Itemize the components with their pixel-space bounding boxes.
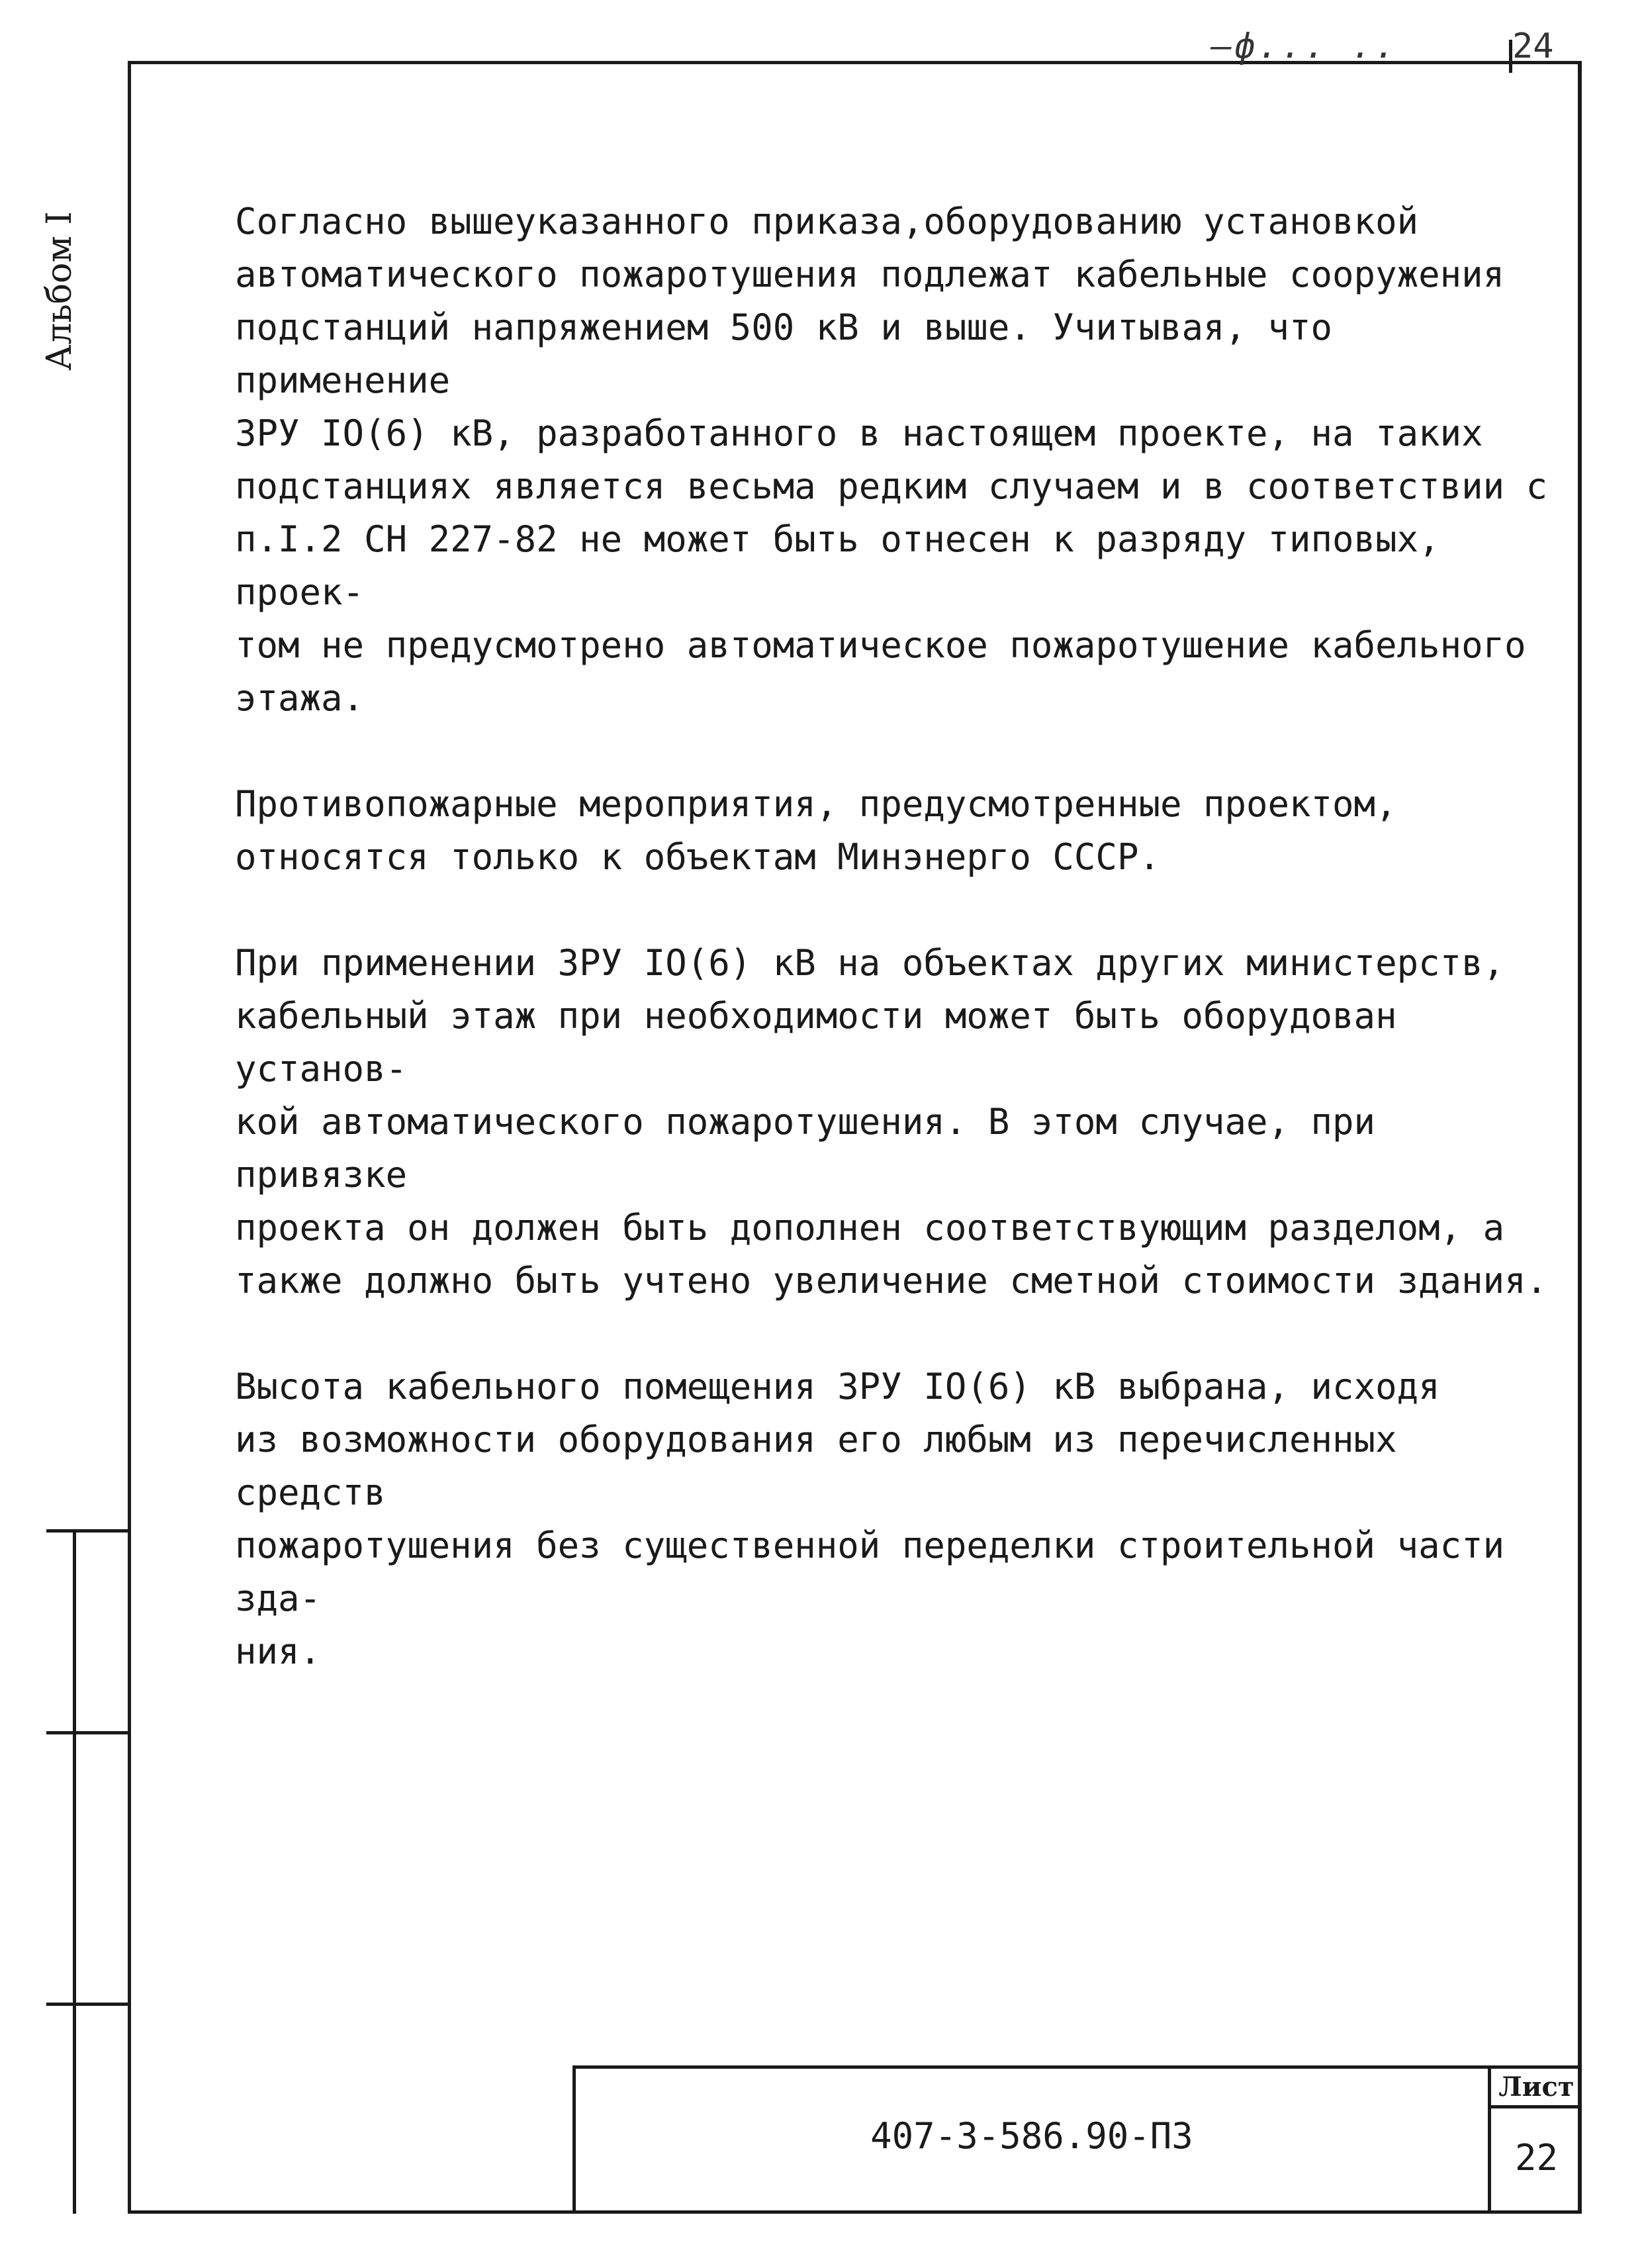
- document-body: [235, 195, 1565, 1731]
- margin-stamp-table: [46, 1529, 128, 2214]
- sheet-cell: [1488, 2069, 1582, 2214]
- document-code: 407-3-586.90-ПЗ: [870, 2115, 1193, 2157]
- title-block: [572, 2065, 1582, 2214]
- album-label: Альбом I: [40, 211, 79, 371]
- sheet-number: 22: [1514, 2137, 1559, 2179]
- header-code-fragment: —ф... ..: [1211, 26, 1398, 66]
- paragraph-fire-extinguishing-requirement: Согласно вышеуказанного приказа,оборудованию установкой автоматического пожаротушения подлежат кабельные сооружения подстанций напряжением 500 кВ и выше. Учитывая, что применение ЗРУ IO(6) кВ, разработанного в настоящем проекте, на таких подстанциях является весьма редким случаем и в соответствии с п.I.2 СН 227-82 не может быть отнесен к разряду типовых, проек- том не предусмотрено автоматическое пожаротушение кабельного этажа.: [235, 201, 1548, 719]
- stamp-vertical-line: [73, 1533, 76, 2214]
- stamp-row-divider: [46, 2003, 128, 2006]
- header-page-fragment: 24: [1512, 26, 1554, 66]
- paragraph-other-ministries: При применении ЗРУ IO(6) кВ на объектах других министерств, кабельный этаж при необходимости может быть оборудован установ- кой автоматического пожаротушения. В этом случае, при привязке проекта он должен быть дополнен соответствующим разделом, а также должно быть учтено увеличение сметной стоимости здания.: [235, 942, 1548, 1301]
- paragraph-fire-measures-scope: Противопожарные мероприятия, предусмотренные проектом, относятся только к объектам Минэнерго СССР.: [235, 783, 1397, 878]
- stamp-row-divider: [46, 1731, 128, 1734]
- paragraph-cable-room-height: Высота кабельного помещения ЗРУ IO(6) кВ выбрана, исходя из возможности оборудования его любым из перечисленных средств пожаротушения без существенной переделки строительной части зда- ния.: [235, 1366, 1505, 1672]
- sheet-label: Лист: [1491, 2069, 1582, 2108]
